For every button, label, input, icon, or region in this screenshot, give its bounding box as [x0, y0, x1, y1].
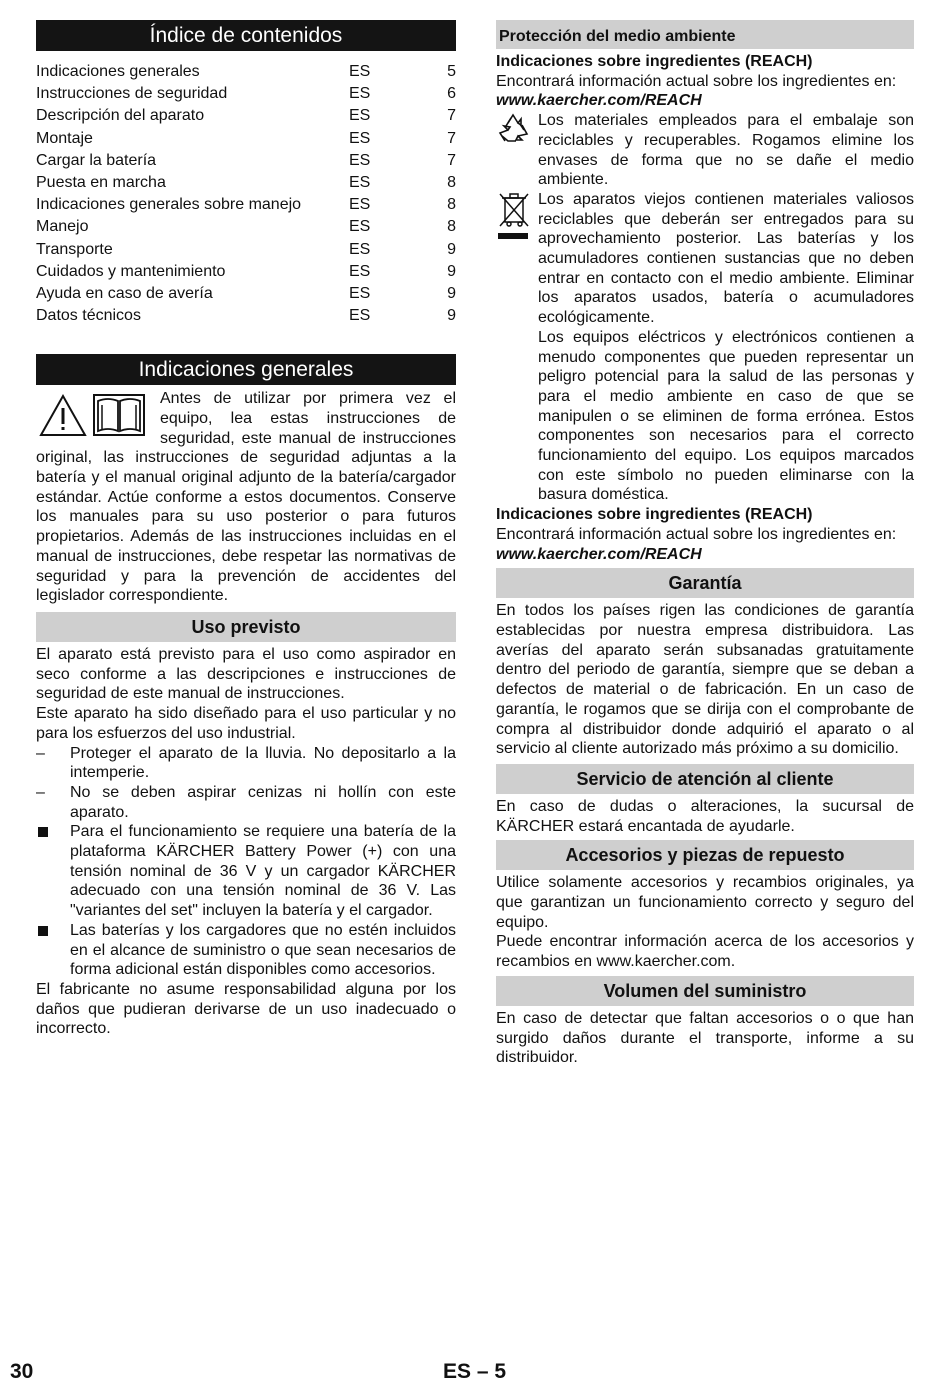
warranty-text: En todos los países rigen las condiciones de garantía establecidas por nuestra empresa distribuidora. Las averías del aparato serán subsanadas gratuitamente dentro del periodo de garantía, siempre que se deban a defectos de material o de fabricación. En un caso de garantía, le rogamos que se dirija con el comprobante de compra al distribuidor donde adquirió el aparato o al servicio al cliente autorizado más próximo a su domicilio.: [496, 602, 914, 758]
use-paragraph: El aparato está previsto para el uso como aspirador en seco conforme a las descripciones e instrucciones de seguridad de este manual de instrucciones.: [36, 645, 456, 703]
toc-row: Montaje ES 7: [36, 129, 456, 147]
reach-text: Encontrará información actual sobre los ingredientes en:: [496, 72, 897, 90]
use-paragraph: Este aparato ha sido diseñado para el uso particular y no para los esfuerzos del uso industrial.: [36, 705, 456, 742]
warning-triangle-icon: [36, 391, 160, 441]
general-heading: Indicaciones generales: [36, 354, 456, 385]
general-section: [36, 389, 456, 606]
use-paragraph: El fabricante no asume responsabilidad alguna por los daños que pudieran derivarse de un uso inadecuado o incorrecto.: [36, 980, 456, 1038]
bullet-square-icon: [38, 827, 48, 837]
left-column: [36, 20, 456, 1039]
env-heading: Protección del medio ambiente: [496, 20, 914, 49]
scope-heading: Volumen del suministro: [496, 976, 914, 1006]
accessories-text: Utilice solamente accesorios y recambios originales, ya que garantizan un funcionamiento correcto y seguro del equipo.: [496, 874, 914, 931]
reach-text: Encontrará información actual sobre los ingredientes en:: [496, 525, 897, 543]
list-item: Las baterías y los cargadores que no estén incluidos en el alcance de suministro o que sean necesarios de forma adicional están disponibles como accesorios.: [36, 921, 456, 980]
reach-url[interactable]: www.kaercher.com/REACH: [496, 92, 702, 110]
page-number: 30: [10, 1360, 34, 1383]
service-text: En caso de dudas o alteraciones, la sucursal de KÄRCHER estará encantada de ayudarle.: [496, 797, 914, 835]
crossed-bin-icon: [496, 190, 532, 246]
table-of-contents: [36, 61, 456, 327]
accessories-heading: Accesorios y piezas de repuesto: [496, 840, 914, 870]
toc-row: Indicaciones generales ES 5: [36, 63, 456, 80]
section-page: ES – 5: [443, 1360, 507, 1383]
toc-row: Puesta en marcha ES 8: [36, 173, 456, 191]
toc-row: Descripción del aparato ES 7: [36, 107, 456, 125]
accessories-text: Puede encontrar información acerca de los accesorios y recambios en www.kaercher.com.: [496, 933, 914, 971]
list-item: – Proteger el aparato de la lluvia. No depositarlo a la intemperie.: [36, 744, 456, 782]
bullet-square-icon: [38, 926, 48, 936]
recycle-block: [496, 111, 914, 190]
service-heading: Servicio de atención al cliente: [496, 764, 914, 794]
toc-row: Ayuda en caso de avería ES 9: [36, 284, 456, 302]
toc-row: Instrucciones de seguridad ES 6: [36, 85, 456, 103]
right-column: [496, 20, 914, 1068]
list-item: – No se deben aspirar cenizas ni hollín con este aparato.: [36, 783, 456, 821]
toc-row: Datos técnicos ES 9: [36, 307, 456, 325]
recycle-icon: [496, 111, 532, 147]
reach-url[interactable]: www.kaercher.com/REACH: [496, 545, 702, 563]
scope-text: En caso de detectar que faltan accesorios o o que han surgido daños durante el transporte, informe a su distribuidor.: [496, 1009, 914, 1067]
toc-row: Transporte ES 9: [36, 240, 456, 258]
warning-manual-icons: [36, 391, 160, 447]
toc-row: Cuidados y mantenimiento ES 9: [36, 262, 456, 280]
toc-heading: Índice de contenidos: [36, 20, 456, 51]
weee-text: Los equipos eléctricos y electrónicos contienen a menudo componentes que pueden representar un peligro potencial para la salud de las personas y para el medio ambiente en caso de que se manipulen o se eliminen de forma errónea. Estos componentes son necesarios para el correcto funcionamiento del equipo. Los equipos marcados con este símbolo no pueden eliminarse con la basura doméstica.: [538, 328, 914, 504]
weee-text: Los aparatos viejos contienen materiales valiosos reciclables que deberán ser entregados para su aprovechamiento posterior. Las baterías y los acumuladores contienen sustancias que no deben entrar en contacto con el medio ambiente. Eliminar los aparatos usados, batería o acumuladores ecológicamente.: [538, 190, 914, 327]
reach-title: Indicaciones sobre ingredientes (REACH): [496, 53, 813, 70]
weee-block: [496, 190, 914, 505]
general-text: Antes de utilizar por primera vez el equipo, lea estas instrucciones de seguridad, este manual de instrucciones original, las instrucciones de seguridad adjuntas a la batería y el manual original adjunto de la batería/cargador estándar. Actúe conforme a estos documentos. Conserve los manuales para su uso posterior o para futuros propietarios. Además de las instrucciones incluidas en el manual de instrucciones, debe respetar las normativas de seguridad y para la prevención de accidentes del legislador correspondiente.: [36, 390, 456, 605]
list-item: Para el funcionamiento se requiere una batería de la plataforma KÄRCHER Battery Power (+) con una tensión nominal de 36 V y un cargador KÄRCHER adecuado con una tensión nominal de 36 V. Las "variantes del set" incluyen la batería y el cargador.: [36, 822, 456, 921]
use-heading: Uso previsto: [36, 612, 456, 642]
toc-row: Manejo ES 8: [36, 218, 456, 236]
reach-title: Indicaciones sobre ingredientes (REACH): [496, 506, 813, 524]
warranty-heading: Garantía: [496, 568, 914, 598]
manual-book-icon: [94, 395, 144, 435]
toc-row: Cargar la batería ES 7: [36, 151, 456, 169]
toc-row: Indicaciones generales sobre manejo ES 8: [36, 196, 456, 214]
recycle-text: Los materiales empleados para el embalaje son reciclables y recuperables. Rogamos elimine los envases de forma que no se dañe el medio ambiente.: [538, 112, 914, 189]
